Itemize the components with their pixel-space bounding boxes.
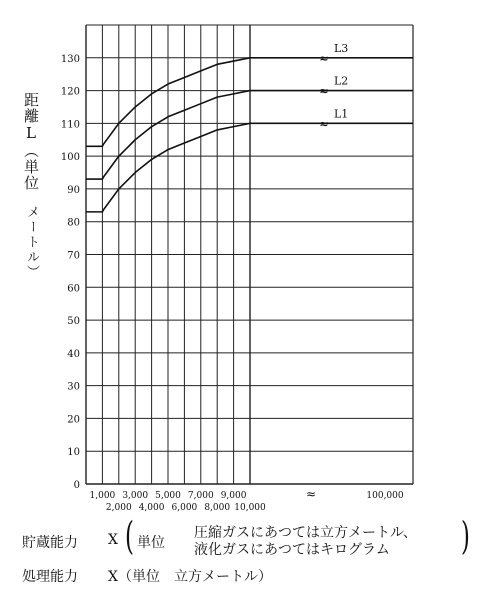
- x-tick-label-far: 100,000: [366, 491, 404, 501]
- x-tick-label: 7,000: [187, 491, 214, 501]
- x-tick-label: 8,000: [204, 503, 231, 513]
- caption-processing-label: 処理能力: [22, 569, 78, 585]
- x-tick-label: 5,000: [155, 491, 181, 501]
- y-tick-label: 70: [67, 250, 80, 262]
- y-tick-label: 130: [60, 53, 80, 65]
- x-tick-label: 4,000: [138, 503, 165, 513]
- x-tick-label: 6,000: [171, 503, 198, 513]
- series-break-mark: ≈: [319, 51, 329, 65]
- caption-unit-label: 単位: [137, 535, 165, 551]
- caption-storage-label: 貯蔵能力: [22, 535, 78, 551]
- x-tick-label: 2,000: [105, 503, 132, 513]
- y-tick-label: 50: [67, 316, 80, 328]
- series-label: L3: [334, 41, 349, 55]
- y-tick-label: 110: [60, 119, 80, 131]
- x-axis-break-mark: ≈: [305, 487, 317, 501]
- caption-unit-line1: 圧縮ガスにあつては立方メートル、: [194, 525, 417, 541]
- y-axis-title: 距離L（単位: [22, 92, 40, 191]
- y-tick-label: 0: [73, 480, 80, 491]
- y-tick-label: 20: [67, 414, 80, 426]
- x-tick-label: 9,000: [220, 491, 247, 501]
- series-label: L1: [334, 107, 349, 121]
- y-tick-label: 80: [67, 217, 80, 229]
- caption-unit-line2: 液化ガスにあつてはキログラム: [194, 542, 390, 558]
- series-label: L2: [334, 74, 349, 88]
- y-tick-label: 100: [60, 152, 80, 164]
- x-tick-label: 3,000: [122, 491, 149, 501]
- y-tick-label: 60: [67, 283, 80, 295]
- caption-storage-var: X: [108, 532, 118, 548]
- caption-processing-unit: X（単位 立方メートル）: [108, 569, 272, 585]
- caption-close-paren: ): [460, 514, 470, 558]
- y-tick-label: 10: [67, 447, 80, 459]
- x-tick-label: 1,000: [89, 491, 116, 501]
- caption-open-paren: (: [124, 514, 134, 558]
- y-axis-title-unit: メートル）: [24, 205, 39, 280]
- series-break-mark: ≈: [319, 117, 329, 131]
- series-break-mark: ≈: [319, 84, 329, 98]
- x-tick-label: 10,000: [234, 503, 266, 513]
- y-tick-label: 30: [67, 381, 80, 393]
- y-tick-label: 40: [67, 348, 80, 360]
- y-tick-label: 120: [60, 86, 80, 98]
- y-tick-label: 90: [67, 184, 80, 196]
